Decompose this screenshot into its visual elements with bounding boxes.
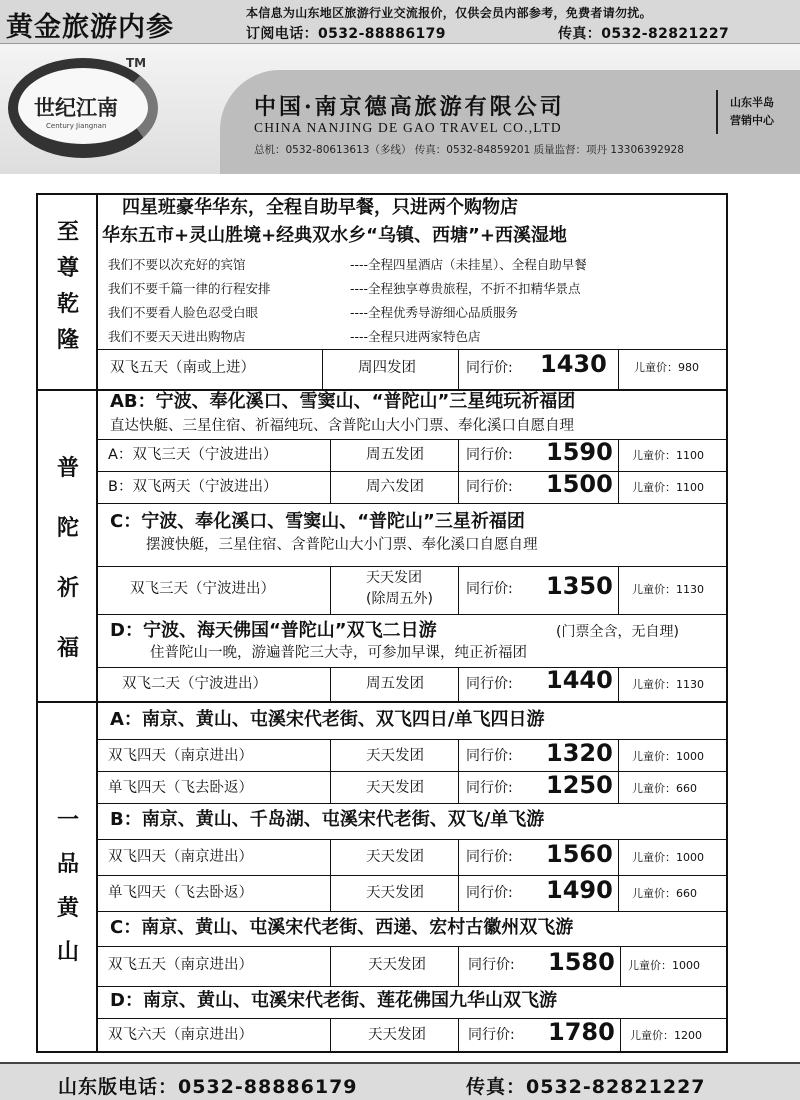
cell-divider [620, 946, 621, 986]
row-divider [97, 349, 728, 350]
departure-schedule: 天天发团 [366, 885, 424, 901]
row-divider [97, 566, 728, 567]
cell-divider [458, 946, 459, 986]
child-price: 儿童价：660 [632, 782, 697, 795]
section-label-char: 品 [56, 852, 79, 877]
departure-schedule: 周四发团 [358, 360, 416, 376]
section-label-char: 陀 [56, 516, 79, 541]
route-name: B：双飞两天（宁波进出） [108, 479, 278, 495]
row-divider [97, 503, 728, 504]
subscribe-fax: 传真：0532-82821227 [558, 26, 730, 42]
route-name: 单飞四天（飞去卧返） [108, 780, 253, 796]
price-value: 1350 [546, 572, 613, 600]
bottom-bar [0, 1062, 800, 1100]
departure-schedule: 天天发团 [368, 1027, 426, 1043]
section-label-char: 山 [56, 940, 79, 965]
departure-schedule: 天天发团 [366, 780, 424, 796]
price-value: 1500 [546, 470, 613, 498]
feature-left: 我们不要千篇一律的行程安排 [108, 281, 271, 296]
section-headline: 华东五市+灵山胜境+经典双水乡“乌镇、西塘”+西溪湿地 [102, 225, 567, 246]
section-label-char: 祈 [56, 576, 79, 601]
section-headline: 四星班豪华华东，全程自助早餐，只进两个购物店 [122, 197, 518, 218]
feature-right: ----全程独享尊贵旅程，不折不扣精华景点 [350, 281, 581, 296]
company-phones: 总机：0532-80613613（多线） 传真：0532-84859201 质量监督：项丹 13306392928 [254, 144, 684, 156]
section-label-char: 至 [56, 220, 79, 245]
route-name: 双飞六天（南京进出） [108, 1027, 253, 1043]
child-price: 儿童价：1200 [630, 1029, 702, 1042]
departure-note: (除周五外) [366, 591, 433, 607]
price-value: 1590 [546, 438, 613, 466]
row-divider [97, 986, 728, 987]
group-title: C：宁波、奉化溪口、雪窦山、“普陀山”三星祈福团 [110, 511, 525, 532]
child-price: 儿童价：1000 [632, 851, 704, 864]
cell-divider [330, 946, 331, 986]
publication-title: 黄金旅游内参 [6, 12, 174, 43]
region-label-2: 营销中心 [730, 114, 774, 127]
cell-divider [322, 349, 323, 390]
cell-divider [330, 667, 331, 702]
group-title-note: (门票全含，无自理) [556, 624, 679, 640]
route-name: 双飞三天（宁波进出） [130, 581, 275, 597]
price-value: 1580 [548, 948, 615, 976]
company-header [0, 44, 800, 174]
company-name-en: CHINA NANJING DE GAO TRAVEL CO.,LTD [254, 120, 562, 135]
cell-divider [330, 566, 331, 614]
section-label-char: 一 [56, 808, 79, 833]
row-divider [97, 739, 728, 740]
row-divider [97, 1018, 728, 1019]
price-label: 同行价: [466, 885, 513, 901]
footer-phone: 山东版电话：0532-88886179 [58, 1076, 358, 1098]
feature-left: 我们不要天天进出购物店 [108, 329, 246, 344]
price-label: 同行价: [468, 957, 515, 973]
price-value: 1250 [546, 771, 613, 799]
departure-schedule: 天天发团 [366, 570, 422, 586]
group-title: D：南京、黄山、屯溪宋代老街、莲花佛国九华山双飞游 [110, 990, 557, 1011]
group-title: C：南京、黄山、屯溪宋代老街、西递、宏村古徽州双飞游 [110, 917, 574, 938]
route-name: 单飞四天（飞去卧返） [108, 885, 253, 901]
cell-divider [458, 1018, 459, 1053]
departure-schedule: 周五发团 [366, 676, 424, 692]
cell-divider [618, 349, 619, 390]
price-label: 同行价: [466, 849, 513, 865]
section-label-char: 隆 [56, 328, 79, 353]
trademark: TM [126, 56, 147, 70]
region-label-1: 山东半岛 [730, 96, 774, 109]
price-label: 同行价: [466, 748, 513, 764]
cell-divider [618, 566, 619, 614]
price-value: 1320 [546, 739, 613, 767]
departure-schedule: 天天发团 [368, 957, 426, 973]
row-divider [97, 614, 728, 615]
top-bar [0, 0, 800, 44]
row-divider [97, 771, 728, 772]
route-name: 双飞五天（南京进出） [108, 957, 253, 973]
feature-right: ----全程只进两家特色店 [350, 329, 481, 344]
route-name: 双飞五天（南或上进） [110, 360, 255, 376]
subscribe-phone: 订阅电话：0532-88886179 [246, 26, 446, 42]
row-divider [97, 803, 728, 804]
cell-divider [458, 349, 459, 390]
child-price: 儿童价：1000 [632, 750, 704, 763]
section-label-char: 普 [56, 456, 79, 481]
cell-divider [330, 1018, 331, 1053]
departure-schedule: 周六发团 [366, 479, 424, 495]
feature-right: ----全程优秀导游细心品质服务 [350, 305, 519, 320]
price-value: 1490 [546, 876, 613, 904]
group-title: AB：宁波、奉化溪口、雪窦山、“普陀山”三星纯玩祈福团 [110, 391, 576, 412]
price-label: 同行价: [466, 447, 513, 463]
route-name: A：双飞三天（宁波进出） [108, 447, 278, 463]
route-name: 双飞二天（宁波进出） [122, 676, 267, 692]
feature-right: ----全程四星酒店（未挂星）、全程自助早餐 [350, 257, 587, 272]
price-label: 同行价: [466, 581, 513, 597]
section-divider [36, 701, 728, 703]
child-price: 儿童价：1100 [632, 449, 704, 462]
row-divider [97, 439, 728, 440]
group-subtitle: 摆渡快艇，三星住宿、含普陀山大小门票、奉化溪口自愿自理 [146, 537, 538, 553]
departure-schedule: 天天发团 [366, 849, 424, 865]
group-title: D：宁波、海天佛国“普陀山”双飞二日游 [110, 620, 437, 641]
cell-divider [458, 667, 459, 702]
departure-schedule: 天天发团 [366, 748, 424, 764]
cell-divider [458, 566, 459, 614]
section-label-putuo-qifu [40, 458, 96, 660]
group-subtitle: 直达快艇、三星住宿、祈福纯玩、含普陀山大小门票、奉化溪口自愿自理 [110, 418, 574, 434]
price-label: 同行价: [468, 1027, 515, 1043]
section-label-char: 尊 [56, 256, 79, 281]
section-label-char: 福 [56, 636, 79, 661]
price-value: 1780 [548, 1018, 615, 1046]
departure-schedule: 周五发团 [366, 447, 424, 463]
label-column-divider [96, 194, 98, 1052]
group-subtitle: 住普陀山一晚，游遍普陀三大寺，可参加早课，纯正祈福团 [150, 645, 527, 661]
route-name: 双飞四天（南京进出） [108, 748, 253, 764]
header-divider [716, 90, 718, 134]
price-value: 1430 [540, 350, 607, 378]
group-title: A：南京、黄山、屯溪宋代老街、双飞四日/单飞四日游 [110, 709, 545, 730]
row-divider [97, 946, 728, 947]
child-price: 儿童价：1000 [628, 959, 700, 972]
cell-divider [620, 1018, 621, 1053]
price-label: 同行价: [466, 780, 513, 796]
footer-fax: 传真：0532-82821227 [466, 1076, 706, 1098]
section-label-yipin-huangshan [40, 810, 96, 964]
price-value: 1560 [546, 840, 613, 868]
child-price: 儿童价：980 [634, 361, 699, 374]
price-value: 1440 [546, 666, 613, 694]
feature-left: 我们不要看人脸色忍受白眼 [108, 305, 259, 320]
feature-left: 我们不要以次充好的宾馆 [108, 257, 246, 272]
row-divider [97, 839, 728, 840]
cell-divider [618, 667, 619, 702]
logo-text: 世纪江南 [34, 95, 118, 120]
row-divider [97, 471, 728, 472]
section-label-char: 黄 [56, 896, 79, 921]
section-label-char: 乾 [56, 292, 79, 317]
child-price: 儿童价：1130 [632, 583, 704, 596]
logo-subtext: Century Jiangnan [46, 122, 107, 130]
section-label-zhizun-qianlong [40, 222, 96, 352]
child-price: 儿童价：1130 [632, 678, 704, 691]
publication-notice: 本信息为山东地区旅游行业交流报价，仅供会员内部参考，免费者请勿扰。 [246, 6, 652, 20]
company-name-cn: 中国·南京德高旅游有限公司 [254, 94, 565, 120]
price-label: 同行价: [466, 676, 513, 692]
route-name: 双飞四天（南京进出） [108, 849, 253, 865]
price-label: 同行价: [466, 479, 513, 495]
child-price: 儿童价：1100 [632, 481, 704, 494]
row-divider [97, 667, 728, 668]
child-price: 儿童价：660 [632, 887, 697, 900]
row-divider [97, 875, 728, 876]
price-label: 同行价: [466, 360, 513, 376]
group-title: B：南京、黄山、千岛湖、屯溪宋代老街、双飞/单飞游 [110, 809, 545, 830]
row-divider [97, 911, 728, 912]
